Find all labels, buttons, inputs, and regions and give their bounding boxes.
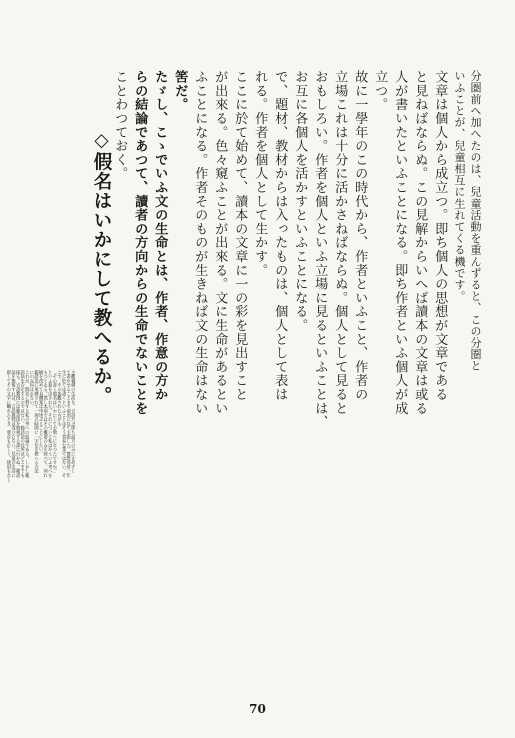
body-line: が出來る。色々窺ふことが出來る。文に生命があるとい xyxy=(212,70,228,415)
body-line: ふことになる。作者そのものが生きねば文の生命はない xyxy=(192,70,208,415)
body-line: こで、その参觀された方がも xyxy=(56,370,62,426)
intro-line-1: 分圏前へ加へたのは、兒童活動を重んずると、この分圏と xyxy=(469,70,482,372)
body-line: 立場これは十分に活かさねばならぬ。個人として見ると xyxy=(332,70,348,415)
body-line: 稿を改めて具體案は申述ぶることにしたい。 xyxy=(38,370,44,456)
body-line: お互に各個人を活かすといふことになる。 xyxy=(292,70,308,333)
body-line: 採る。言語教授には範語法を無視する譯に行かぬ。範語 xyxy=(15,370,21,478)
body-line: 語法を否定するのではない。範語法の長所はどこまでも xyxy=(19,370,25,478)
body-line: にのみ囚はれない。 xyxy=(28,370,34,409)
body-line: 文章は個人から成立つ。即ち個人の思想が文章である xyxy=(432,70,448,402)
body-line: 人が書いたといふことになる。即ち作者といふ個人が成 xyxy=(392,70,408,415)
body-line: たゞし、こゝでいふ文の生命とは、作者、作意の方か xyxy=(152,70,168,402)
body-line: で、題材、教材からは入ったものは、個人として表は xyxy=(272,70,288,402)
body-line: 範語法に束縛されて一週の時間に一字位を敎へる方法 xyxy=(33,370,39,474)
section-heading: ◇假名はいかにして教へるか。 xyxy=(91,130,112,406)
body-line: れる。作者を個人として生かす。 xyxy=(252,70,268,277)
body-line: 主觀獨創の生活を、言語だけ即ち話方のみに止めずし xyxy=(70,370,76,474)
body-line: もつてゐる。然し本項ではその概要のみを叙べて、何れ xyxy=(42,370,48,478)
body-line: といふ氣を出された。それについて私はかういふ考へを xyxy=(47,370,53,478)
body-line: これが、假名に對する私の考への結論である。しかし範 xyxy=(24,370,30,478)
body-line: 筈だ。 xyxy=(172,70,188,112)
body-line: て書かせることまで前項に以て主張した。實際尋常一年 xyxy=(65,370,71,478)
body-line: らの結論であつて、讀者の方向からの生命でないことを xyxy=(132,70,148,415)
closing-line: ことわつておく。 xyxy=(112,70,128,181)
body-line: 「その書く假名はいかにしてお敎へになつたですか。」 xyxy=(51,370,57,476)
body-line: 故に一學年のこの時代から、作者といふこと、作者の xyxy=(352,70,368,402)
body-line: おもしろい。作者を個人といふ立場に見るといふことは、 xyxy=(312,70,328,429)
intro-line-2: いふことが、兒童相互に生れてくる機です。 xyxy=(453,70,466,302)
body-line: ここに於て始めて、讀本の文章に一の彩を見出すこと xyxy=(232,70,248,402)
body-line: 立つ。 xyxy=(372,70,388,112)
page-number: 70 xyxy=(249,702,266,716)
body-line: と見ねばならぬ。この見解からいへば讀本の文章は或る xyxy=(412,70,428,415)
body-line: 法を無視すれば、言語教授は成立たない。兒童の生活に xyxy=(10,370,16,478)
body-line: 即してその文字に觸れたとき、發音も正しく、使用もなし xyxy=(5,370,11,482)
body-line: 生に於ては書くといふことはそう容易な業ではない。そ xyxy=(61,370,67,478)
